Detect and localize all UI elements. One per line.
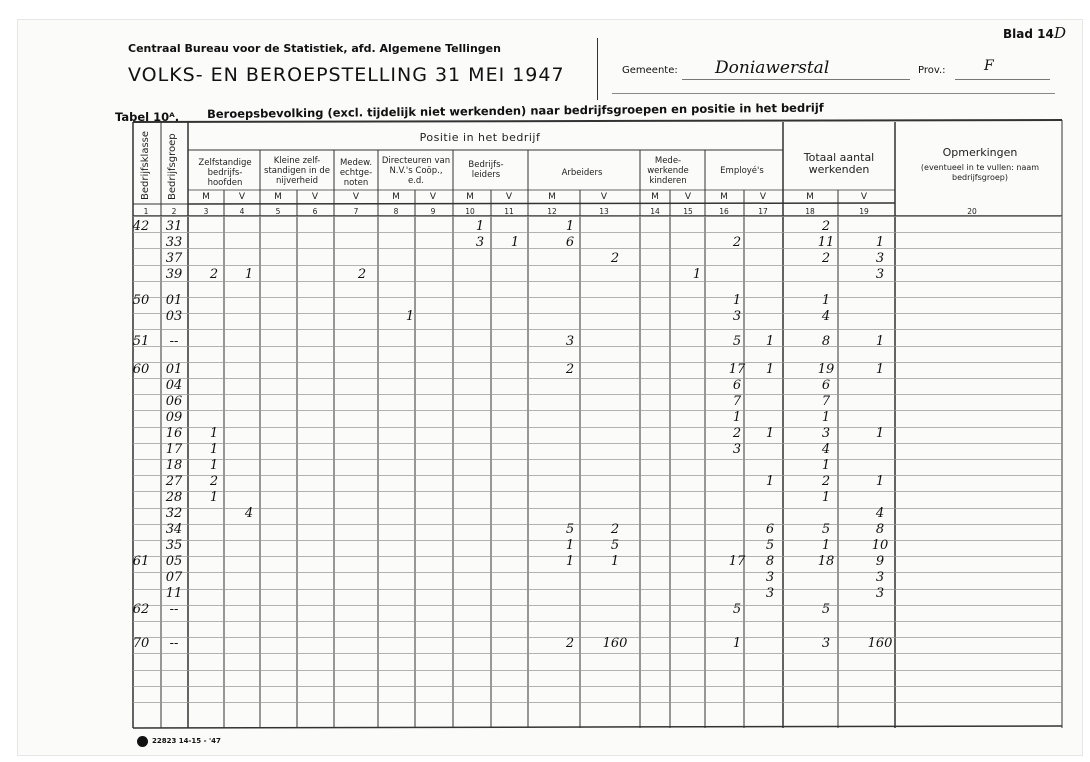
cell-emp-m: 3 [732,442,742,457]
cell-emp-m: 1 [732,636,742,651]
bureau-line: Centraal Bureau voor de Statistiek, afd. Algemene Tellingen [128,42,501,55]
v-label: V [600,192,608,202]
cell-emp-v: 6 [765,522,775,537]
v-label: V [684,192,692,202]
cell-klasse: 50 [132,293,150,308]
cell-tot-m: 5 [821,522,831,537]
v-label: V [311,192,319,202]
header-opmerkingen-sub: (eventueel in te vullen: naam bedrijfsgroep) [920,163,1040,182]
cell-tot-m: 18 [817,554,835,569]
cell-emp-v: 1 [765,334,775,349]
header-positie: Positie in het bedrijf [419,131,541,144]
cell-groep: 17 [165,442,183,457]
cell-groep: 06 [165,394,183,409]
cell-tot-v: 1 [875,426,885,441]
cell-zelf-v: 4 [244,506,254,521]
cell-tot-m: 1 [821,293,831,308]
cell-tot-m: 4 [821,309,831,324]
cell-emp-v: 1 [765,362,775,377]
m-label: M [720,192,728,202]
column-number: 15 [683,207,693,216]
column-number: 12 [547,207,557,216]
cell-emp-m: 1 [732,410,742,425]
cell-groep: 07 [165,570,183,585]
cell-tot-v: 3 [875,251,885,266]
v-label: V [759,192,767,202]
cell-arb-m: 1 [565,554,575,569]
cell-groep: 33 [165,235,183,250]
cell-mede-v: 1 [692,267,702,282]
cell-emp-v: 5 [765,538,775,553]
cell-groep: 11 [165,586,183,601]
column-number: 2 [171,207,177,216]
cell-zelf-m: 2 [209,474,219,489]
cell-groep: 27 [165,474,183,489]
column-number: 1 [143,207,149,216]
column-number: 11 [504,207,514,216]
header-opmerkingen: Opmerkingen [942,146,1018,159]
cell-arb-m: 1 [565,219,575,234]
header-arbeiders: Arbeiders [561,168,603,178]
cell-tot-m: 4 [821,442,831,457]
gemeente-label: Gemeente: [622,65,678,76]
column-number: 10 [465,207,475,216]
cell-tot-v: 1 [875,235,885,250]
cell-arb-m: 2 [565,636,575,651]
cell-tot-m: 3 [821,426,831,441]
m-label: M [274,192,282,202]
column-number: 13 [599,207,609,216]
column-number: 9 [430,207,436,216]
cell-tot-m: 1 [821,490,831,505]
cell-emp-m: 5 [732,334,742,349]
column-number: 6 [312,207,318,216]
cell-arb-v: 2 [610,522,620,537]
printer-logo-icon [137,736,148,747]
cell-tot-v: 8 [875,522,885,537]
header-directeuren: Directeuren van N.V.'s Coöp., e.d. [381,156,451,186]
cell-groep: -- [169,602,179,617]
cell-emp-m: 17 [728,362,746,377]
column-number: 8 [393,207,399,216]
cell-tot-m: 3 [821,636,831,651]
cell-groep: 01 [165,293,183,308]
blad-number: Blad 14 [1003,27,1054,41]
v-label: V [238,192,246,202]
cell-tot-m: 8 [821,334,831,349]
m-label: M [651,192,659,202]
cell-emp-m: 5 [732,602,742,617]
cell-emp-v: 3 [765,570,775,585]
column-number: 3 [203,207,209,216]
blad-suffix: D [1054,24,1067,42]
cell-tot-v: 1 [875,474,885,489]
cell-tot-m: 19 [817,362,835,377]
cell-emp-v: 3 [765,586,775,601]
cell-tot-m: 5 [821,602,831,617]
cell-emp-m: 2 [732,235,742,250]
cell-arb-v: 1 [610,554,620,569]
column-number: 18 [805,207,815,216]
cell-groep: 32 [165,506,183,521]
cell-tot-v: 160 [867,636,893,651]
cell-klasse: 61 [132,554,150,569]
m-label: M [202,192,210,202]
cell-tot-m: 6 [821,378,831,393]
cell-arb-m: 6 [565,235,575,250]
cell-groep: -- [169,334,179,349]
cell-zelf-m: 1 [209,442,219,457]
gemeente-value: Doniawerstal [715,58,830,78]
cell-emp-m: 2 [732,426,742,441]
cell-tot-v: 3 [875,586,885,601]
header-medew: Medew. echtge- noten [339,158,373,188]
cell-groep: 37 [165,251,183,266]
cell-arb-v: 2 [610,251,620,266]
m-label: M [392,192,400,202]
cell-arb-m: 1 [565,538,575,553]
cell-groep: 09 [165,410,183,425]
m-label: M [806,192,814,202]
column-number: 17 [758,207,768,216]
column-number: 14 [650,207,660,216]
cell-groep: 01 [165,362,183,377]
header-bedrijfsgroep: Bedrijfsgroep [167,133,178,200]
prov-value: F [984,58,994,74]
cell-groep: 28 [165,490,183,505]
cell-arb-m: 3 [565,334,575,349]
header-totaal: Totaal aantal werkenden [803,151,875,176]
column-number: 16 [719,207,729,216]
header-employes: Employé's [720,166,764,176]
cell-tot-m: 2 [821,474,831,489]
header-mede: Mede- werkende kinderen [647,156,689,186]
cell-tot-v: 10 [871,538,889,553]
column-number: 4 [239,207,245,216]
cell-tot-v: 1 [875,362,885,377]
header-zelfstandige: Zelfstandige bedrijfs- hoofden [198,158,252,188]
cell-medew-v: 2 [357,267,367,282]
cell-tot-m: 1 [821,458,831,473]
cell-groep: 03 [165,309,183,324]
cell-zelf-v: 1 [244,267,254,282]
cell-emp-v: 1 [765,474,775,489]
cell-tot-v: 9 [875,554,885,569]
cell-groep: 05 [165,554,183,569]
cell-arb-m: 2 [565,362,575,377]
cell-groep: 35 [165,538,183,553]
cell-leiders-m: 3 [475,235,485,250]
cell-tot-v: 3 [875,267,885,282]
v-label: V [860,192,868,202]
cell-zelf-m: 1 [209,426,219,441]
cell-zelf-m: 1 [209,458,219,473]
column-number: 7 [353,207,359,216]
prov-label: Prov.: [918,65,946,76]
cell-emp-m: 17 [728,554,746,569]
cell-groep: -- [169,636,179,651]
tabel-description: Beroepsbevolking (excl. tijdelijk niet werkenden) naar bedrijfsgroepen en positie in het bedrijf [207,100,824,121]
tabel-label: Tabel 10ᴬ. [115,110,180,124]
cell-leiders-v: 1 [510,235,520,250]
v-label: V [505,192,513,202]
cell-tot-m: 2 [821,251,831,266]
cell-groep: 39 [165,267,183,282]
cell-groep: 18 [165,458,183,473]
cell-tot-m: 11 [817,235,835,250]
cell-arb-v: 160 [602,636,628,651]
cell-arb-m: 5 [565,522,575,537]
cell-emp-v: 8 [765,554,775,569]
cell-klasse: 42 [132,219,150,234]
cell-emp-v: 1 [765,426,775,441]
column-number: 5 [275,207,281,216]
cell-klasse: 70 [132,636,150,651]
cell-tot-v: 3 [875,570,885,585]
cell-tot-v: 4 [875,506,885,521]
cell-klasse: 60 [132,362,150,377]
cell-emp-m: 7 [732,394,742,409]
v-label: V [352,192,360,202]
column-number: 20 [967,207,977,216]
cell-tot-v: 1 [875,334,885,349]
cell-emp-m: 6 [732,378,742,393]
cell-arb-v: 5 [610,538,620,553]
m-label: M [466,192,474,202]
header-kleine: Kleine zelf- standigen in de nijverheid [264,156,330,186]
cell-tot-m: 2 [821,219,831,234]
cell-leiders-m: 1 [475,219,485,234]
v-label: V [429,192,437,202]
header-leiders: Bedrijfs- leiders [468,160,504,180]
cell-emp-m: 3 [732,309,742,324]
cell-tot-m: 7 [821,394,831,409]
cell-tot-m: 1 [821,410,831,425]
column-number: 19 [859,207,869,216]
cell-tot-m: 1 [821,538,831,553]
print-code: 22823 14-15 - '47 [152,737,221,745]
cell-klasse: 51 [132,334,150,349]
m-label: M [548,192,556,202]
header-bedrijfsklasse: Bedrijfsklasse [140,130,151,200]
cell-zelf-m: 1 [209,490,219,505]
cell-groep: 16 [165,426,183,441]
cell-emp-m: 1 [732,293,742,308]
cell-groep: 34 [165,522,183,537]
cell-zelf-m: 2 [209,267,219,282]
form-title: VOLKS- EN BEROEPSTELLING 31 MEI 1947 [128,64,565,86]
cell-groep: 31 [165,219,183,234]
cell-groep: 04 [165,378,183,393]
cell-dir-m: 1 [405,309,415,324]
cell-klasse: 62 [132,602,150,617]
